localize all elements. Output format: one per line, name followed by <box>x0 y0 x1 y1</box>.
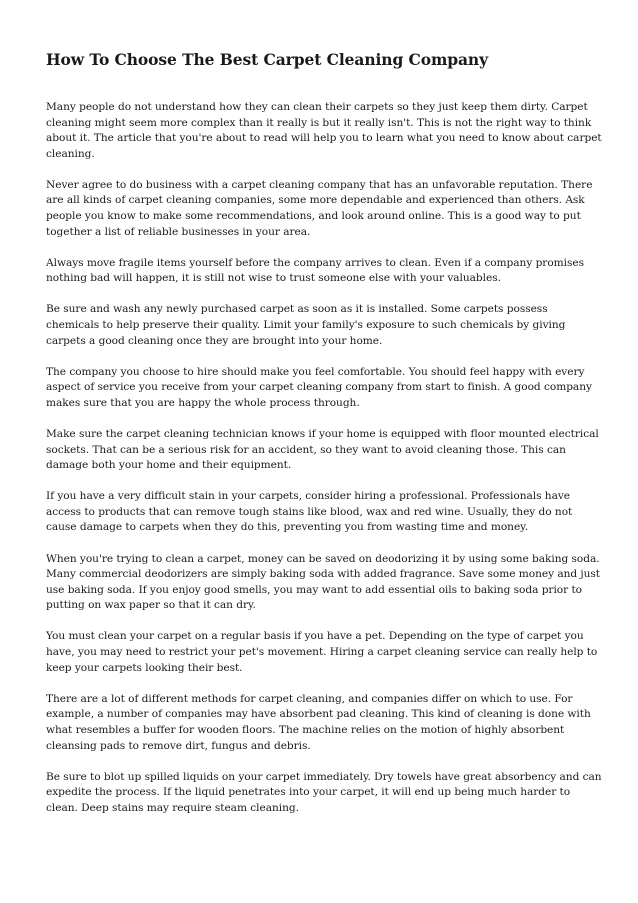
paragraph-9: You must clean your carpet on a regular basis if you have a pet. Depending on the type of carpet you have, you may need to restrict your pet's movement. Hiring a carpet cleaning service can really help to keep your carpets looking their best. <box>46 630 598 674</box>
paragraph-5: The company you choose to hire should make you feel comfortable. You should feel happy with every aspect of service you receive from your carpet cleaning company from start to finish. A good company makes sure that you are happy the whole process through. <box>46 365 592 409</box>
document-title: How To Choose The Best Carpet Cleaning Company <box>46 50 489 69</box>
document-page <box>46 50 602 832</box>
paragraph-11: Be sure to blot up spilled liquids on your carpet immediately. Dry towels have great absorbency and can expedite the process. If the liquid penetrates into your carpet, it will end up being much harder to clean. Deep stains may require steam cleaning. <box>46 770 602 814</box>
paragraph-2: Never agree to do business with a carpet cleaning company that has an unfavorable reputation. There are all kinds of carpet cleaning companies, some more dependable and experienced than others. Ask people you know to make some recommendations, and look around online. This is a good way to put together a list of reliable businesses in your area. <box>46 178 593 238</box>
paragraph-7: If you have a very difficult stain in your carpets, consider hiring a professional. Professionals have access to products that can remove tough stains like blood, wax and red wine. Usually, they do not cause damage to carpets when they do this, preventing you from wasting time and money. <box>46 490 573 534</box>
paragraph-3: Always move fragile items yourself before the company arrives to clean. Even if a company promises nothing bad will happen, it is still not wise to trust someone else with your valuables. <box>46 256 584 285</box>
paragraph-8: When you're trying to clean a carpet, money can be saved on deodorizing it by using some baking soda. Many commercial deodorizers are simply baking soda with added fragrance. Save some money and just use baking soda. If you enjoy good smells, you may want to add essential oils to baking soda prior to putting on wax paper so that it can dry. <box>46 552 601 612</box>
paragraph-1: Many people do not understand how they can clean their carpets so they just keep them dirty. Carpet cleaning might seem more complex than it really is but it really isn't. This is not the right way to think about it. The article that you're about to read will help you to learn what you need to know about carpet cleaning. <box>46 101 602 160</box>
paragraph-10: There are a lot of different methods for carpet cleaning, and companies differ on which to use. For example, a number of companies may have absorbent pad cleaning. This kind of cleaning is done with what resembles a buffer for wooden floors. The machine relies on the motion of highly absorbent cleansing pads to remove dirt, fungus and debris. <box>46 692 591 752</box>
paragraph-6: Make sure the carpet cleaning technician knows if your home is equipped with floor mounted electrical sockets. That can be a serious risk for an accident, so they want to avoid cleaning those. This can damage both your home and their equipment. <box>46 428 599 472</box>
paragraph-4: Be sure and wash any newly purchased carpet as soon as it is installed. Some carpets possess chemicals to help preserve their quality. Limit your family's exposure to such chemicals by giving carpets a good cleaning once they are brought into your home. <box>46 303 566 347</box>
